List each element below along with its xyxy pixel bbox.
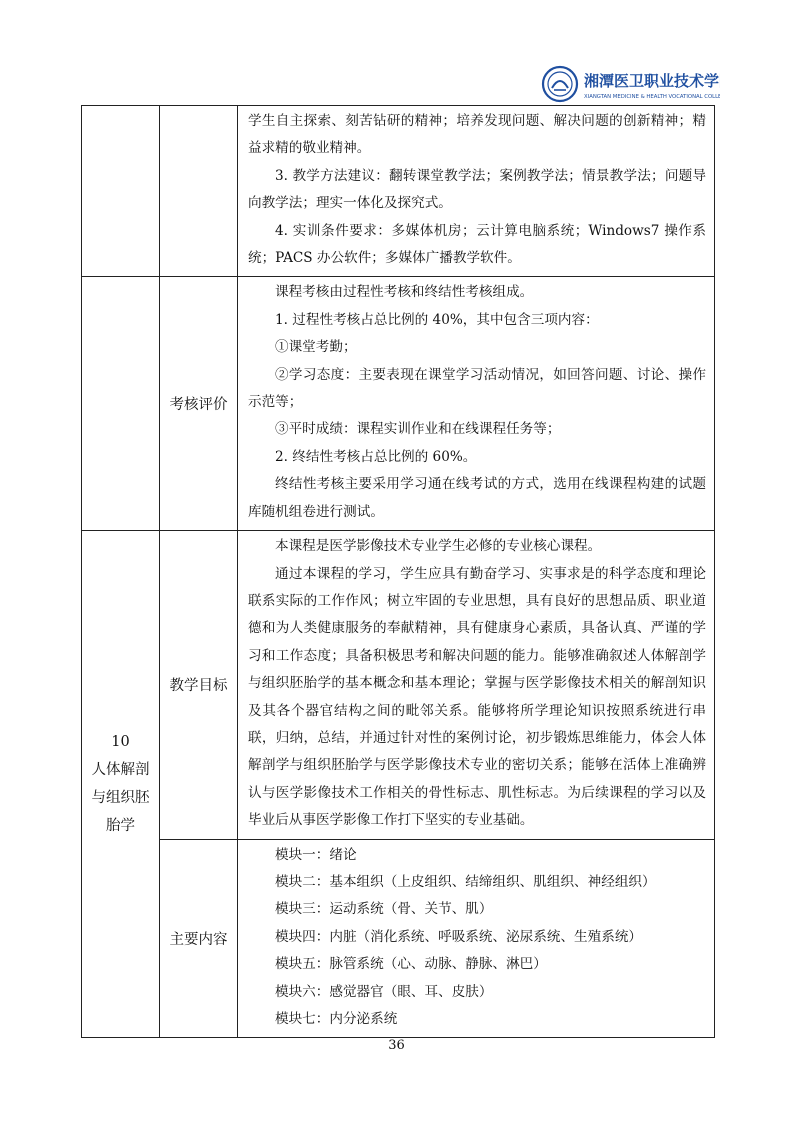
module-item: 模块一：绪论 [275,846,357,863]
label-cell-empty [160,106,238,277]
assessment-line: ③平时成绩：课程实训作业和在线课程任务等； [275,421,561,438]
course-name-line: 人体解剖 [91,762,150,779]
module-item: 模块三：运动系统（骨、关节、肌） [275,901,493,918]
module-item: 模块六：感觉器官（眼、耳、皮肤） [275,983,493,1000]
table-row-continued [82,106,715,277]
course-name-line: 胎学 [106,818,135,835]
assessment-line: 1. 过程性考核占总比例的 40%，其中包含三项内容： [275,311,599,328]
objectives-label: 教学目标 [160,531,238,839]
assessment-content [238,277,715,531]
assessment-line: 终结性考核主要采用学习通在线考试的方式，选用在线课程构建的试题库随机组卷进行测试。 [248,476,706,520]
course-name-line: 与组织胚 [91,790,150,807]
course-name-cell [82,531,160,1038]
module-item: 模块二：基本组织（上皮组织、结缔组织、肌组织、神经组织） [275,873,656,890]
objectives-line: 本课程是医学影像技术专业学生必修的专业核心课程。 [275,538,602,555]
table-row-objectives [82,531,715,839]
curriculum-table [81,105,715,1038]
college-name: 湘潭医卫职业技术学院 [584,72,720,90]
module-item: 模块四：内脏（消化系统、呼吸系统、泌尿系统、生殖系统） [275,928,643,945]
course-cell-empty [82,106,160,277]
module-item: 模块五：脉管系统（心、动脉、静脉、淋巴） [275,956,547,973]
continued-text: 学生自主探索、刻苦钻研的精神；培养发现问题、解决问题的创新精神；精益求精的敬业精神。 [248,113,706,157]
page-number: 36 [388,1038,405,1053]
table-row-main-content [82,839,715,1038]
assessment-label: 考核评价 [160,277,238,531]
college-name-en: XIANGTAN MEDICINE & HEALTH VOCATIONAL COLLEGE [584,94,720,100]
college-logo [540,62,720,108]
assessment-line: 课程考核由过程性考核和终结性考核组成。 [275,284,534,301]
objectives-content [238,531,715,839]
main-content-modules [238,839,715,1038]
assessment-line: ①课堂考勤； [275,339,357,356]
content-cell-continued [238,106,715,277]
course-number: 10 [111,734,130,751]
assessment-line: ②学习态度：主要表现在课堂学习活动情况，如回答问题、讨论、操作示范等； [248,366,706,411]
main-content-label: 主要内容 [160,839,238,1038]
assessment-line: 2. 终结性考核占总比例的 60%。 [275,448,477,465]
training-conditions-text: 4. 实训条件要求：多媒体机房；云计算电脑系统；Windows7 操作系统；PACS 办公软件；多媒体广播教学软件。 [248,222,706,267]
module-item: 模块七：内分泌系统 [275,1011,398,1027]
objectives-line: 通过本课程的学习，学生应具有勤奋学习、实事求是的科学态度和理论联系实际的工作作风；树立牢固的专业思想，具有良好的思想品质、职业道德和为人类健康服务的奉献精神，具有健康身心素质，具备认真、严谨的学习和工作态度；具备积极思考和解决问题的能力。能够准确叙述人体解剖学与组织胚胎学的基本概念和基本理论；掌握与医学影像技术相关的解剖知识及其各个器官结构之间的毗邻关系。能够将所学理论知识按照系统进行串联，归纳，总结，并通过针对性的案例讨论，初步锻炼思维能力，体会人体解剖学与组织胚胎学与医学影像技术专业的密切关系；能够在活体上准确辨认与医学影像技术工作相关的骨性标志、肌性标志。为后续课程的学习以及毕业后从事医学影像工作打下坚实的专业基础。 [248,565,706,829]
teaching-methods-text: 3. 教学方法建议：翻转课堂教学法；案例教学法；情景教学法；问题导向教学法；理实一体化及探究式。 [248,167,706,212]
course-cell-empty-2 [82,277,160,531]
table-row-assessment [82,277,715,531]
